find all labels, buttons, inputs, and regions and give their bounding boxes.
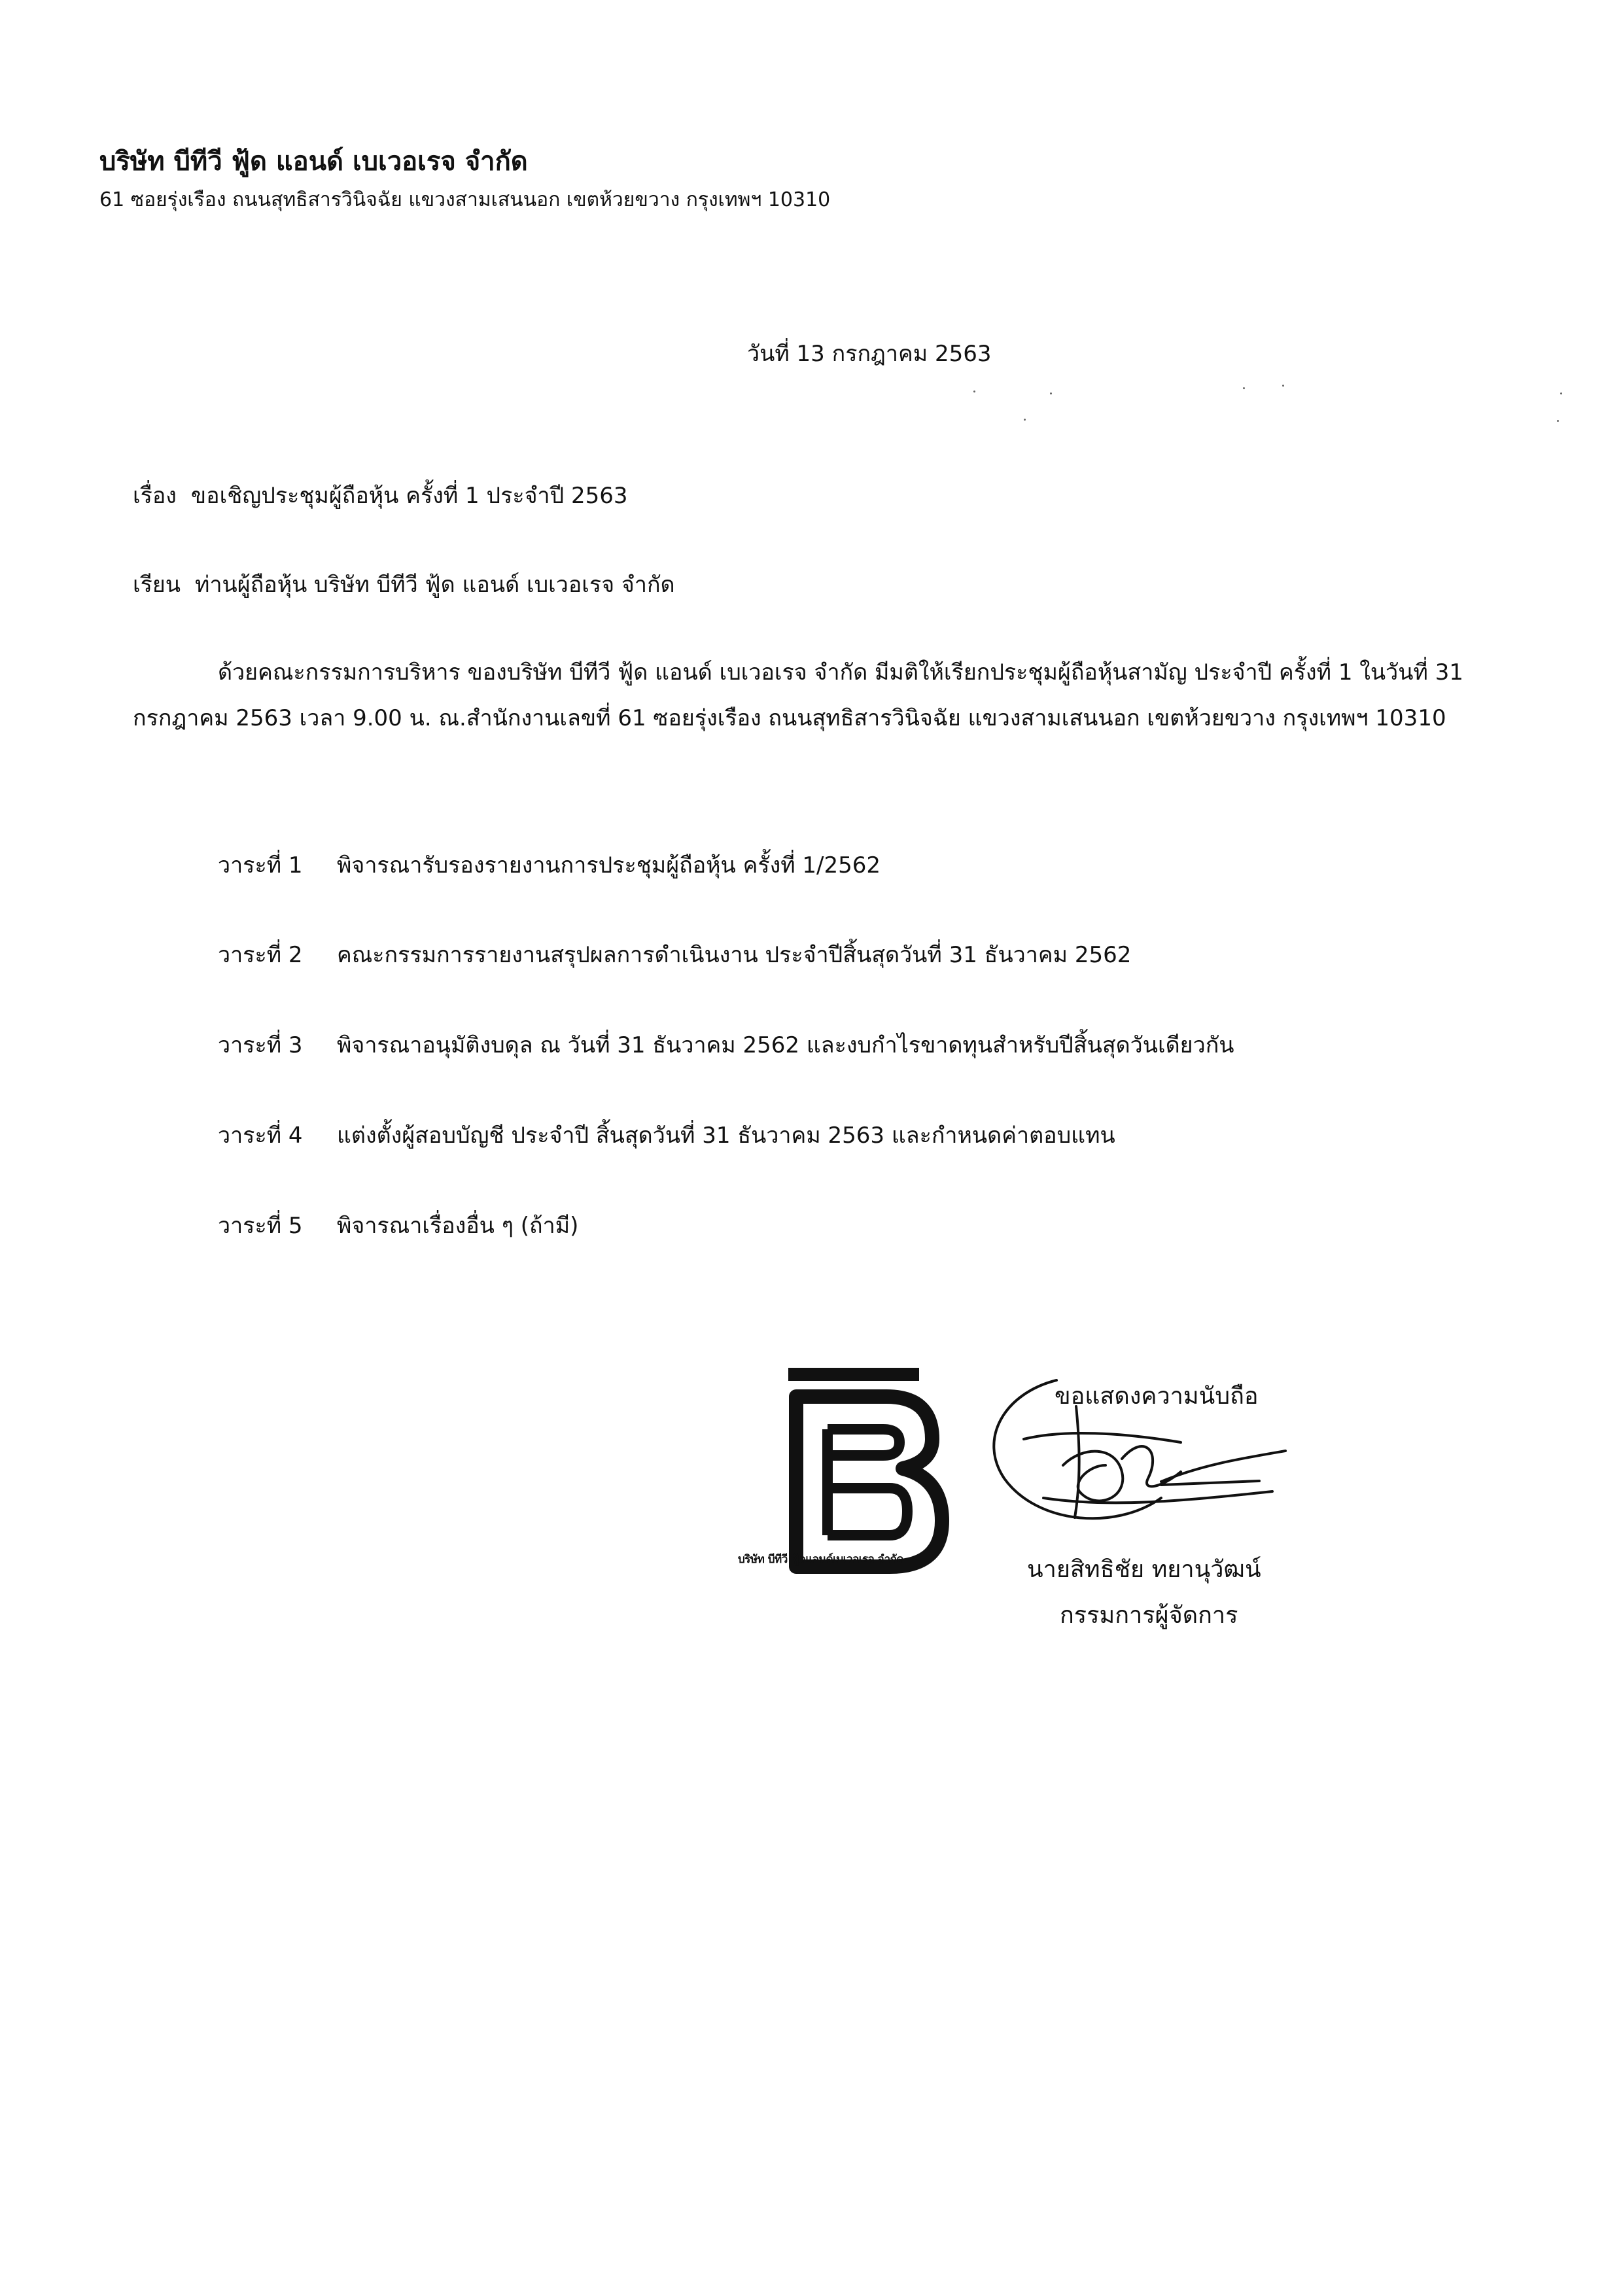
scan-speck xyxy=(973,391,975,392)
agenda-number: วาระที่ 4 xyxy=(218,1122,303,1149)
body-paragraph: ด้วยคณะกรรมการบริหาร ของบริษัท บีทีวี ฟู้ด แอนด์ เบเวอเรจ จำกัด มีมติให้เรียกประชุมผู้ถือหุ้นสามัญ ประจำปี ครั้งที่ 1 ในวันที่ 31 กรกฎาคม 2563 เวลา 9.00 น. ณ.สำนักงานเลขที่ 61 ซอยรุ่งเรือง ถนนสุทธิสารวินิจฉัย แขวงสามเสนนอก เขตห้วยขวาง กรุงเทพฯ 10310 xyxy=(133,659,1463,731)
company-name: บริษัท บีทีวี ฟู้ด แอนด์ เบเวอเรจ จำกัด xyxy=(99,147,528,177)
scan-speck xyxy=(1557,420,1559,422)
agenda-number: วาระที่ 1 xyxy=(218,852,303,878)
recipient-label: เรียน xyxy=(133,572,181,598)
agenda-item-2 xyxy=(218,937,1131,972)
scan-speck xyxy=(1024,419,1026,421)
subject-line xyxy=(133,478,628,513)
signer-title: กรรมการผู้จัดการ xyxy=(1060,1602,1238,1629)
agenda-text: คณะกรรมการรายงานสรุปผลการดำเนินงาน ประจำปีสิ้นสุดวันที่ 31 ธันวาคม 2562 xyxy=(337,942,1132,968)
agenda-text: แต่งตั้งผู้สอบบัญชี ประจำปี สิ้นสุดวันที่ 31 ธันวาคม 2563 และกำหนดค่าตอบแทน xyxy=(337,1122,1115,1149)
closing-salutation: ขอแสดงความนับถือ xyxy=(1055,1383,1259,1410)
agenda-item-4 xyxy=(218,1117,1115,1153)
scan-speck xyxy=(1282,385,1284,387)
agenda-item-1 xyxy=(218,847,881,882)
agenda-text: พิจารณาเรื่องอื่น ๆ (ถ้ามี) xyxy=(337,1213,579,1239)
subject-text: ขอเชิญประชุมผู้ถือหุ้น ครั้งที่ 1 ประจำปี 2563 xyxy=(190,483,628,509)
signer-name: นายสิทธิชัย ทยานุวัฒน์ xyxy=(1027,1556,1261,1583)
company-seal-logo xyxy=(736,1364,971,1580)
scan-speck xyxy=(1243,387,1245,389)
scan-speck xyxy=(1560,392,1562,394)
agenda-number: วาระที่ 2 xyxy=(218,942,303,968)
recipient-line xyxy=(133,566,675,602)
agenda-item-3 xyxy=(218,1027,1234,1062)
agenda-number: วาระที่ 3 xyxy=(218,1032,303,1058)
agenda-text: พิจารณาอนุมัติงบดุล ณ วันที่ 31 ธันวาคม 2562 และงบกำไรขาดทุนสำหรับปีสิ้นสุดวันเดียวกัน xyxy=(337,1032,1234,1058)
agenda-text: พิจารณารับรองรายงานการประชุมผู้ถือหุ้น ครั้งที่ 1/2562 xyxy=(337,852,881,878)
letter-date: วันที่ 13 กรกฎาคม 2563 xyxy=(747,341,992,367)
company-address: 61 ซอยรุ่งเรือง ถนนสุทธิสารวินิจฉัย แขวงสามเสนนอก เขตห้วยขวาง กรุงเทพฯ 10310 xyxy=(99,188,831,211)
recipient-text: ท่านผู้ถือหุ้น บริษัท บีทีวี ฟู้ด แอนด์ เบเวอเรจ จำกัด xyxy=(195,572,675,598)
agenda-number: วาระที่ 5 xyxy=(218,1213,303,1239)
scan-speck xyxy=(1050,392,1052,394)
agenda-item-5 xyxy=(218,1208,578,1243)
seal-caption: บริษัท บีทีวี ฟู้ดแอนด์เบเวอเรจ จำกัด xyxy=(738,1553,903,1566)
subject-label: เรื่อง xyxy=(133,483,177,509)
